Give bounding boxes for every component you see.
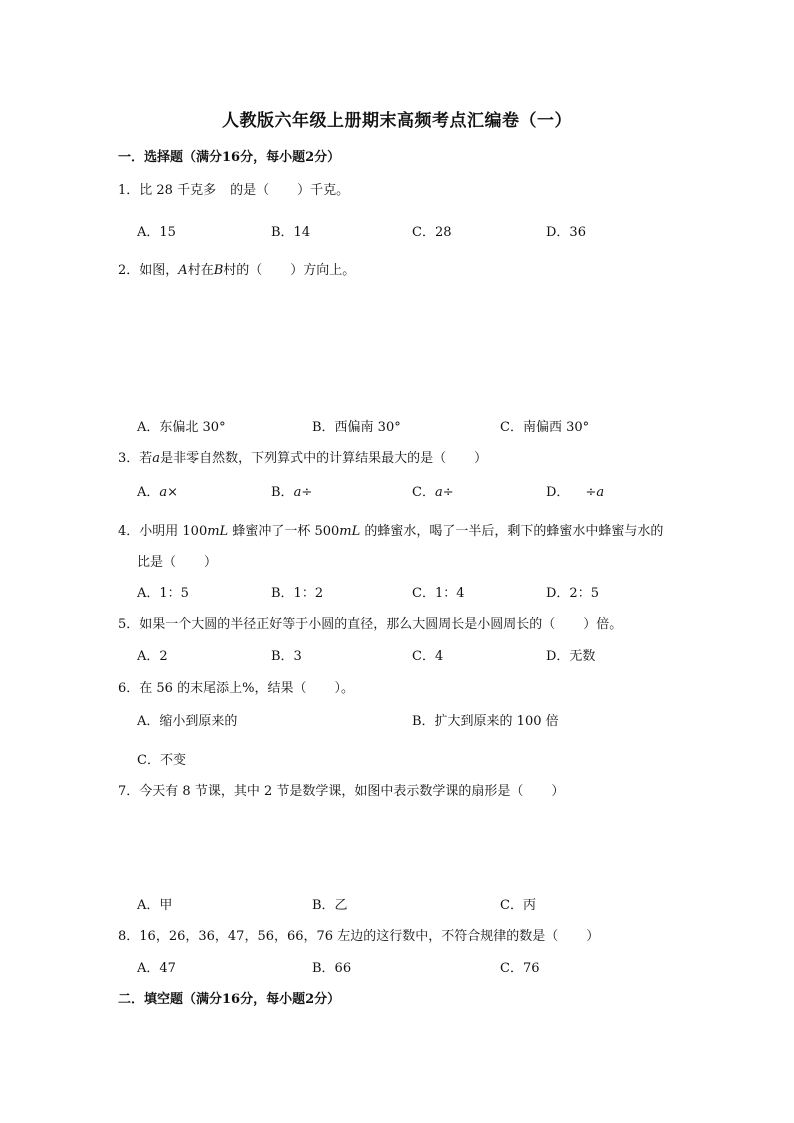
question-text: 在 56 的末尾添上%，结果（ [139,681,307,696]
question-text: ） [204,555,218,570]
option-a: A．缩小到原来的 [137,714,238,729]
option-c [412,481,454,500]
option-d [546,481,604,500]
option-c: C．不变 [137,753,186,768]
section-heading-choice: 一．选择题（满分16分，每小题2分） [118,150,341,165]
option-c: C．丙 [500,898,536,913]
option-letter: D． [546,485,570,500]
option-d: D．36 [546,225,586,240]
option-b: B．西偏南 30° [312,420,401,435]
variable: a [152,451,161,466]
option-a [137,481,178,500]
question-number: 3． [118,451,140,466]
question-7 [118,780,564,799]
question-text: 蜂蜜冲了一杯 500 [228,524,340,539]
question-text: 今天有 8 节课，其中 2 节是数学课，如图中表示数学课的扇形是（ [139,784,524,799]
option-c: C．76 [500,961,540,976]
option-letter: B． [271,485,294,500]
option-d: D．2：5 [546,586,599,601]
question-text: ） [474,451,488,466]
option-b: B．扩大到原来的 100 倍 [412,714,559,729]
option-letter: C． [412,485,435,500]
option-a: A．1：5 [137,586,189,601]
option-a: A．2 [137,649,168,664]
question-number: 7． [118,784,140,799]
question-text: 如图， [139,263,179,278]
question-2 [118,259,355,278]
section-heading-fill-in: 二．填空题（满分16分，每小题2分） [118,992,341,1007]
option-b: B．66 [312,961,352,976]
question-text: ）倍。 [583,617,623,632]
option-c: C．4 [412,649,444,664]
operator: × [167,485,179,500]
question-3 [118,447,487,466]
page-title: 人教版六年级上册期末高频考点汇编卷（一） [222,111,572,131]
question-text: 的蜂蜜水，喝了一半后，剩下的蜂蜜水中蜂蜜与水的 [360,524,664,539]
question-6 [118,677,354,696]
question-text: 如果一个大圆的半径正好等于小圆的直径，那么大圆周长是小圆周长的（ [139,617,556,632]
question-text: 比是（ [137,555,177,570]
question-number: 4． [118,524,140,539]
question-text: 的是（ [230,183,270,198]
option-a: A．东偏北 30° [137,420,226,435]
option-c: C．28 [412,225,452,240]
option-c: C．南偏西 30° [500,420,590,435]
variable: a [596,485,605,500]
question-text: 16，26，36，47，56，66，76 左边的这行数中，不符合规律的数是（ [139,929,559,944]
variable: a [434,485,443,500]
question-text: 小明用 100 [139,524,208,539]
question-text: ）方向上。 [290,263,356,278]
operator: ÷ [301,485,313,500]
question-5 [118,613,622,632]
option-b: B．3 [271,649,302,664]
option-a: A．甲 [137,898,173,913]
question-text: ）千克。 [297,183,350,198]
question-text: 村在 [187,263,214,278]
option-b: B．乙 [312,898,348,913]
question-number: 2． [118,263,140,278]
variable: B [213,263,224,278]
question-number: 1． [118,183,140,198]
operator: ÷ [442,485,454,500]
unit: mL [207,524,229,539]
variable: a [159,485,168,500]
variable: A [178,263,188,278]
question-number: 8． [118,929,140,944]
option-a: A．15 [137,225,176,240]
question-4-line-2 [137,551,217,570]
question-4 [118,520,663,539]
operator: ÷ [585,485,597,500]
question-text: 若 [139,451,153,466]
unit: mL [339,524,361,539]
question-text: 是非零自然数，下列算式中的计算结果最大的是（ [160,451,447,466]
option-a: A．47 [137,961,176,976]
option-b [271,481,312,500]
option-letter: A． [137,485,160,500]
question-text: ）。 [334,681,354,696]
question-text: ） [551,784,565,799]
question-1 [118,179,349,198]
question-number: 5． [118,617,140,632]
option-b: B．1：2 [271,586,324,601]
question-number: 6． [118,681,140,696]
option-d: D．无数 [546,649,596,664]
option-b: B．14 [271,225,311,240]
variable: a [293,485,302,500]
question-text: ） [586,929,600,944]
question-8 [118,925,599,944]
option-c: C．1：4 [412,586,465,601]
question-text: 村的（ [223,263,263,278]
question-text: 比 28 千克多 [139,183,217,198]
